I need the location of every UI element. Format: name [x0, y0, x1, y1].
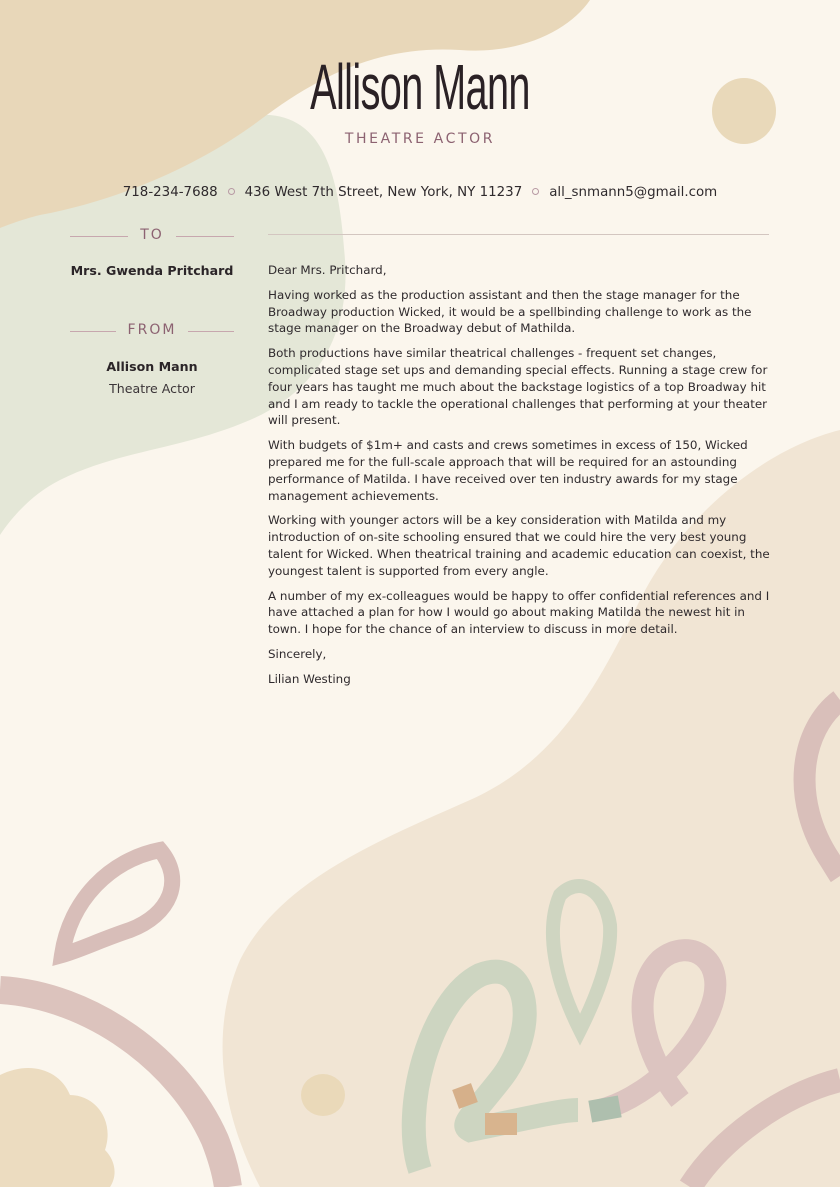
- letter-body: [268, 262, 773, 696]
- letter-closing: Sincerely,: [268, 646, 327, 661]
- header-divider: [268, 234, 769, 235]
- header-name: Allison Mann: [310, 51, 530, 123]
- contact-phone: 718-234-7688: [122, 185, 218, 200]
- sender-title: Theatre Actor: [109, 381, 195, 396]
- contact-address: 436 West 7th Street, New York, NY 11237: [244, 185, 523, 200]
- to-heading: TO: [70, 226, 234, 246]
- contact-email[interactable]: all_snmann5@gmail.com: [549, 185, 718, 200]
- separator-dot-icon: [532, 188, 539, 195]
- header-title: THEATRE ACTOR: [344, 131, 496, 147]
- contact-bar: [0, 185, 840, 200]
- letter-signature: Lilian Westing: [268, 671, 351, 686]
- letter-paragraph: A number of my ex-colleagues would be happy to offer confidential references and I have attached a plan for how I would go about making Matilda the newest hit in town. I hope for the chance of an interview to discuss in more detail.: [268, 588, 770, 637]
- separator-dot-icon: [228, 188, 235, 195]
- from-heading: FROM: [70, 321, 234, 341]
- letter-greeting: Dear Mrs. Pritchard,: [268, 263, 387, 277]
- letter-paragraph: Both productions have similar theatrical challenges - frequent set changes, complicated stage set ups and demanding special effects. Running a stage crew for four years has taught me much about the backstage logistics of a top Broadway hit and I am ready to tackle the operational challenges that performing at your theater will present.: [268, 346, 768, 428]
- letter-paragraph: Having worked as the production assistant and then the stage manager for the Broadway production Wicked, it would be a spellbinding challenge to work as the stage manager on the Broadway debut of Mathilda.: [268, 287, 752, 336]
- recipient-name: Mrs. Gwenda Pritchard: [70, 263, 234, 278]
- letter-paragraph: Working with younger actors will be a key consideration with Matilda and my introduction of on-site schooling ensured that we could hire the very best young talent for Wicked. When theatrical training and academic education can coexist, the youngest talent is supported from every angle.: [268, 513, 770, 578]
- letter-paragraph: With budgets of $1m+ and casts and crews sometimes in excess of 150, Wicked prepared me for the full-scale approach that will be required for an astounding performance of Matilda. I have received over ten industry awards for my stage management achievements.: [268, 438, 748, 503]
- sender-name: Allison Mann: [106, 359, 198, 374]
